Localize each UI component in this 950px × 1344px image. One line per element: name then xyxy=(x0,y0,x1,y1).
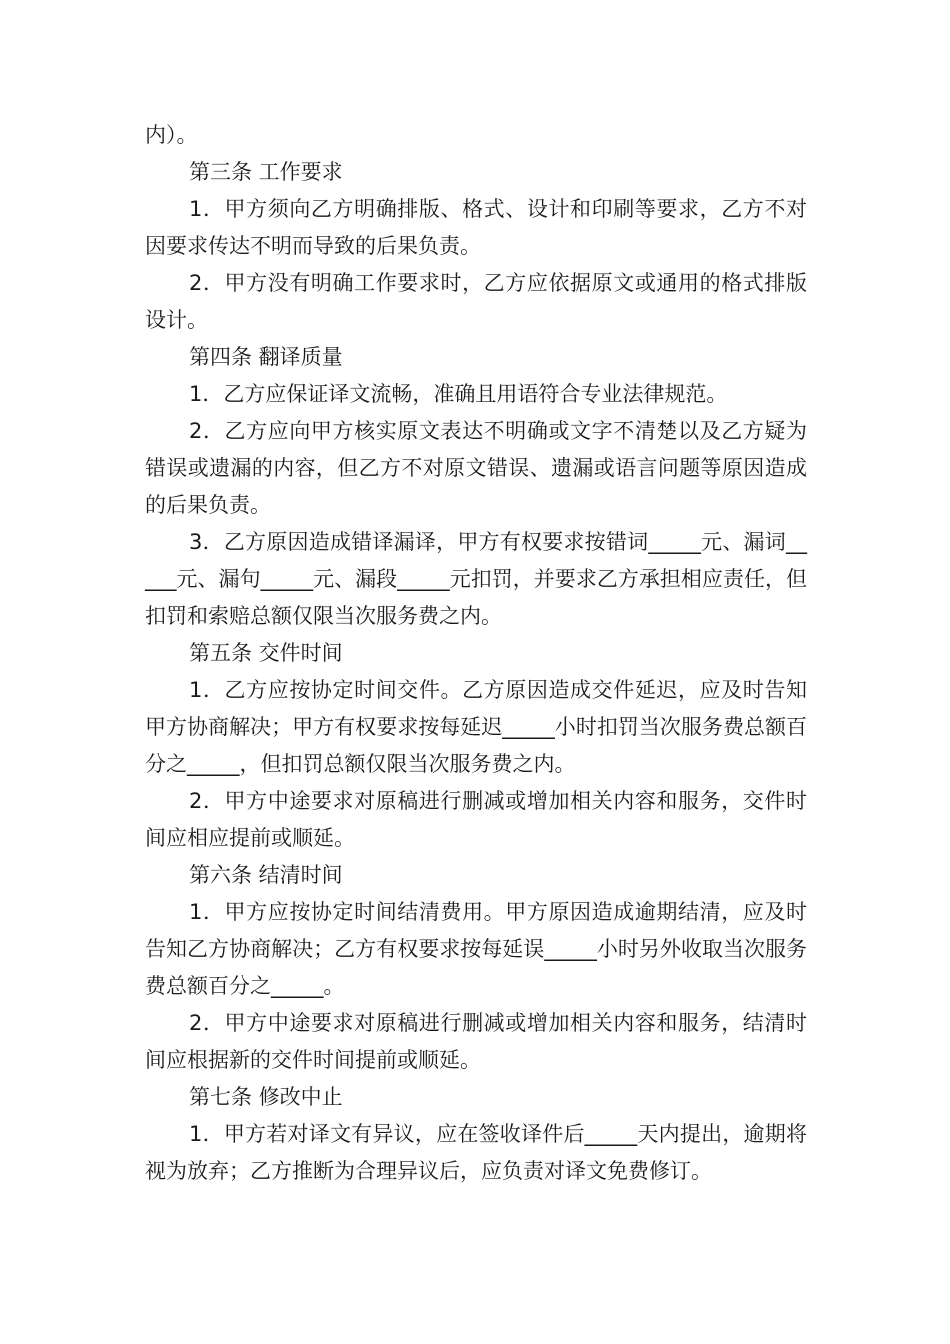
paragraph-continuation: 内）。 xyxy=(145,123,198,147)
article-6-heading: 第六条 结清时间 xyxy=(189,863,343,887)
article-6-clause-1: 1．甲方应按协定时间结清费用。甲方原因造成逾期结清，应及时告知乙方协商解决；乙方有权要求按每延误_____小时另外收取当次服务费总额百分之_____。 xyxy=(145,900,807,998)
article-4-clause-2: 2．乙方应向甲方核实原文表达不明确或文字不清楚以及乙方疑为错误或遗漏的内容，但乙方不对原文错误、遗漏或语言问题等原因造成的后果负责。 xyxy=(145,419,807,517)
article-6-clause-2: 2．甲方中途要求对原稿进行删减或增加相关内容和服务，结清时间应根据新的交件时间提前或顺延。 xyxy=(145,1011,807,1072)
article-4-heading: 第四条 翻译质量 xyxy=(189,345,343,369)
article-3-clause-1: 1．甲方须向乙方明确排版、格式、设计和印刷等要求，乙方不对因要求传达不明而导致的后果负责。 xyxy=(145,197,807,258)
article-3-clause-2: 2．甲方没有明确工作要求时，乙方应依据原文或通用的格式排版设计。 xyxy=(145,271,807,332)
article-3-heading: 第三条 工作要求 xyxy=(189,160,343,184)
article-7-clause-1: 1．甲方若对译文有异议，应在签收译件后_____天内提出，逾期将视为放弃；乙方推断为合理异议后，应负责对译文免费修订。 xyxy=(145,1122,807,1183)
document-body xyxy=(145,117,807,1190)
article-7-heading: 第七条 修改中止 xyxy=(189,1085,343,1109)
article-5-clause-1: 1．乙方应按协定时间交件。乙方原因造成交件延迟，应及时告知甲方协商解决；甲方有权要求按每延迟_____小时扣罚当次服务费总额百分之_____，但扣罚总额仅限当次服务费之内。 xyxy=(145,678,807,776)
article-4-clause-1: 1．乙方应保证译文流畅，准确且用语符合专业法律规范。 xyxy=(189,382,728,406)
article-4-clause-3: 3．乙方原因造成错译漏译，甲方有权要求按错词_____元、漏词_____元、漏句_____元、漏段_____元扣罚，并要求乙方承担相应责任，但扣罚和索赔总额仅限当次服务费之内。 xyxy=(145,530,807,628)
article-5-clause-2: 2．甲方中途要求对原稿进行删减或增加相关内容和服务，交件时间应相应提前或顺延。 xyxy=(145,789,807,850)
article-5-heading: 第五条 交件时间 xyxy=(189,641,343,665)
